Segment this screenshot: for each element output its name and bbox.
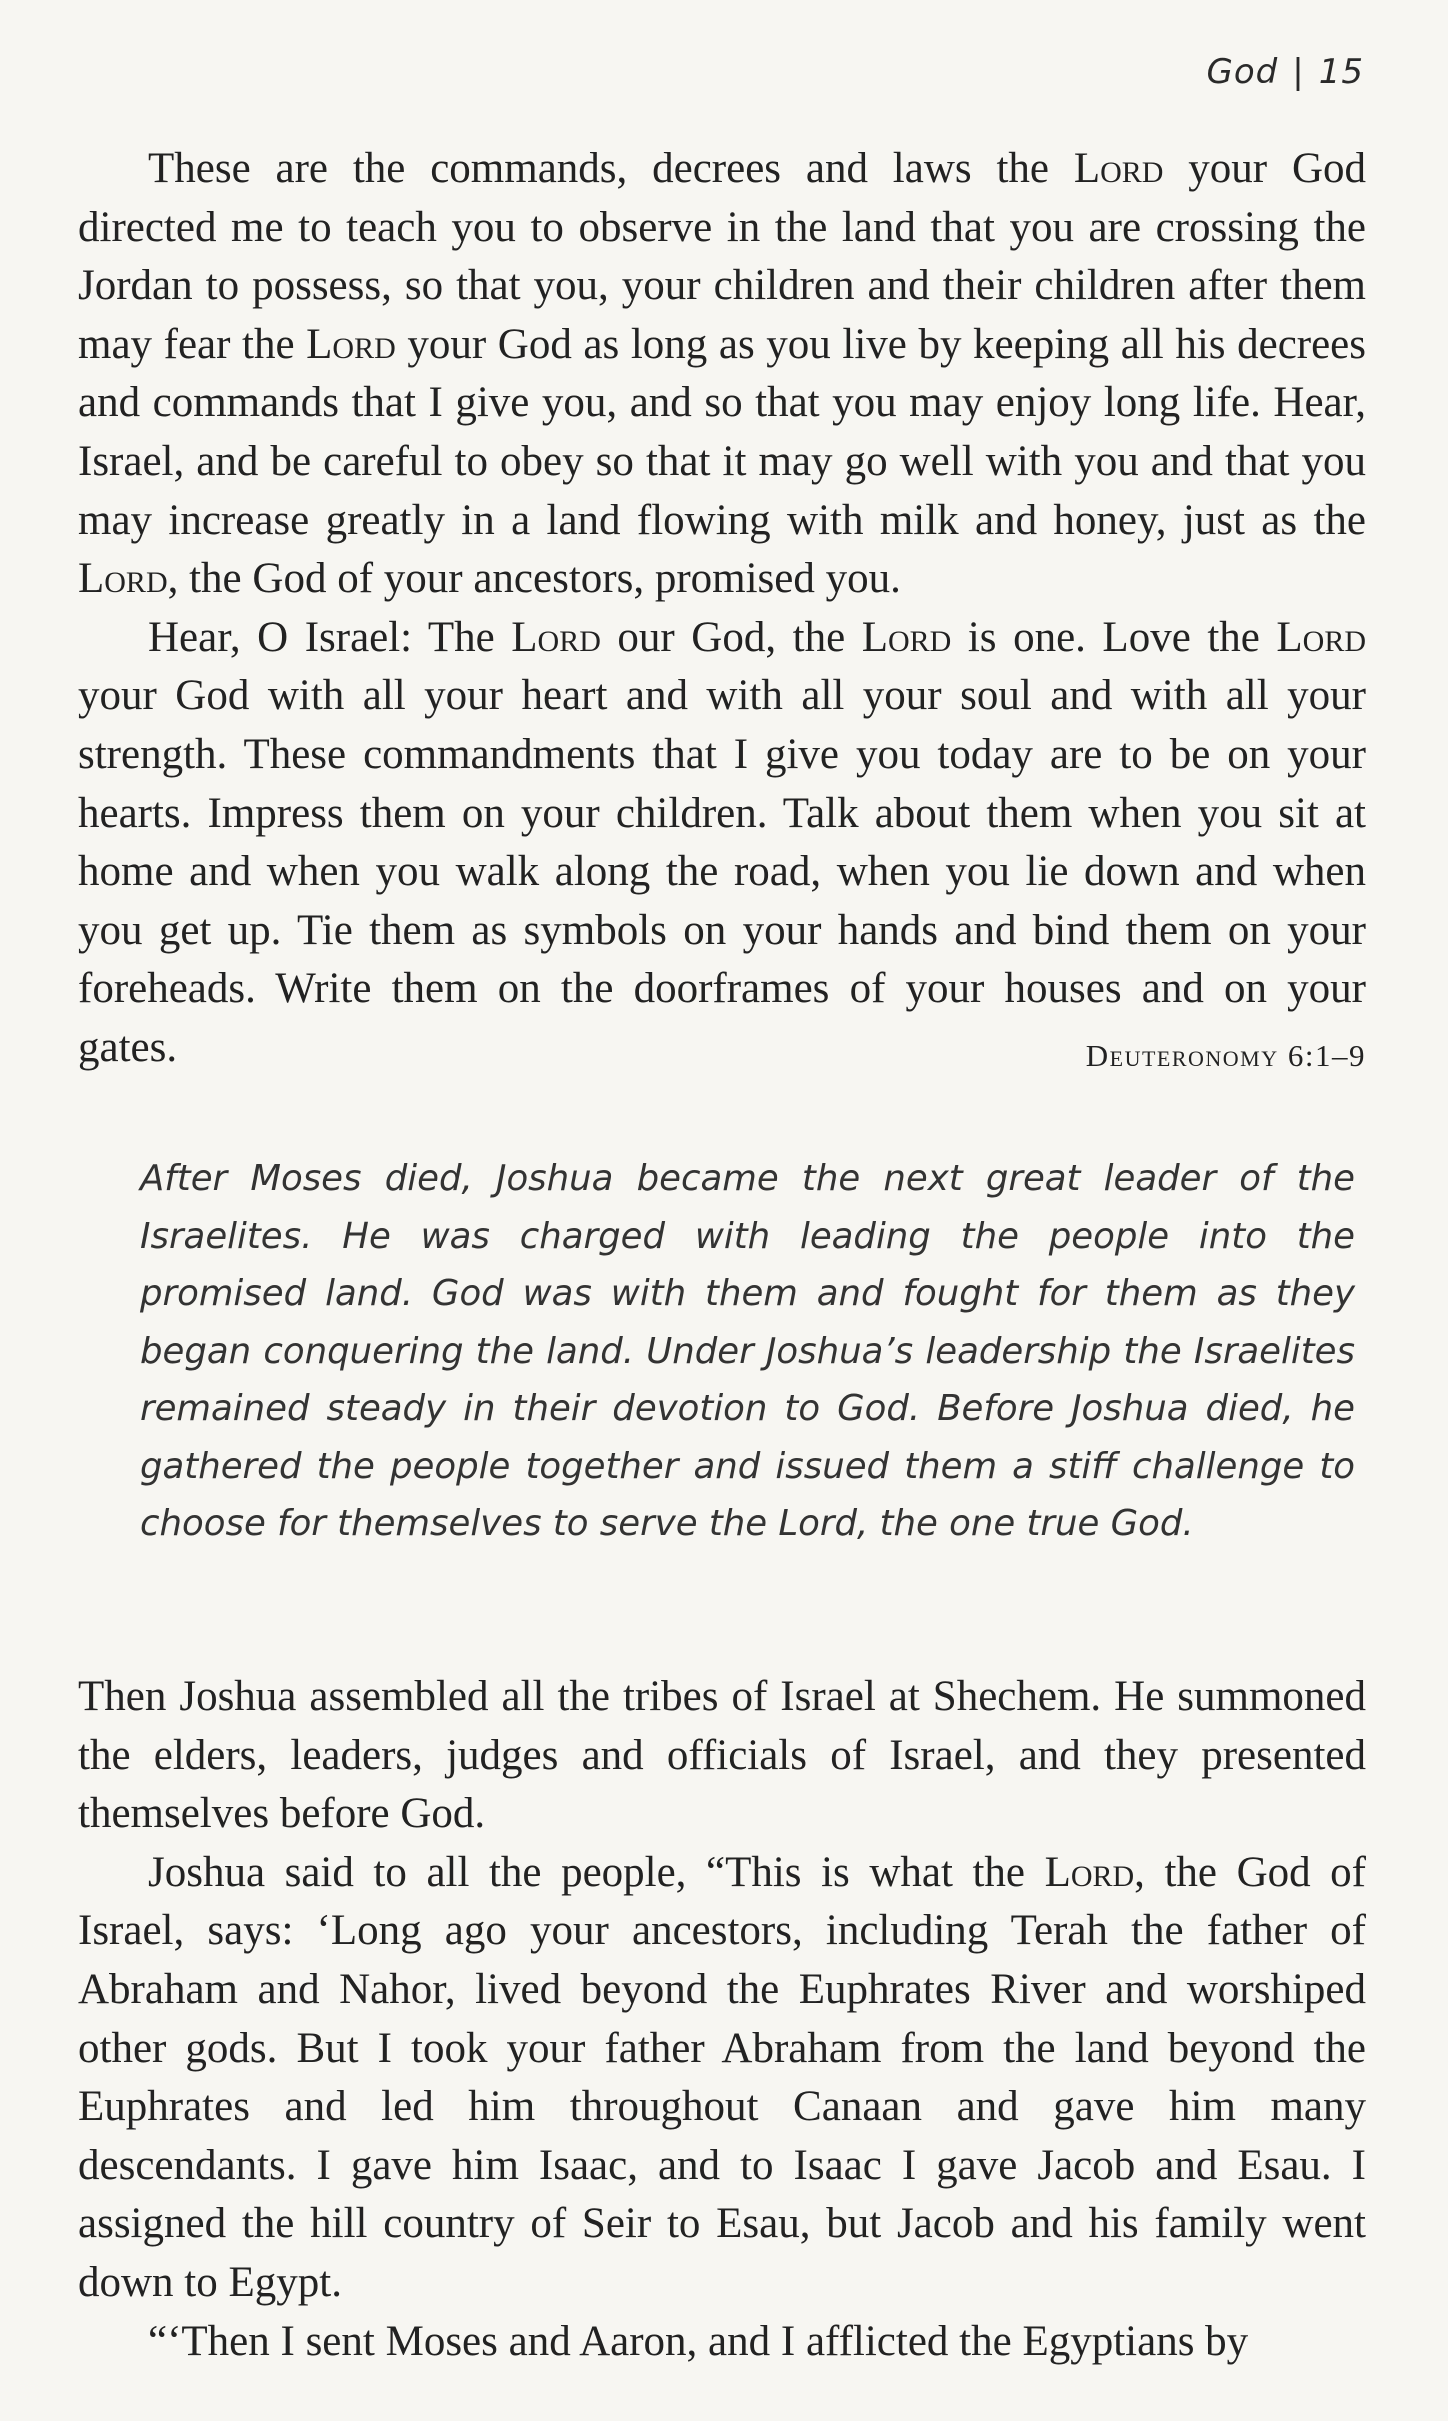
text-run: , the God of Israel, says: ‘Long ago your ancestors, including Terah the father of Abraham and Nahor, lived beyond the Euphrates River and worshiped other gods. But I took your father Abraham from the land beyond the Euphrates and led him throughout Canaan and gave him many descendants. I gave him Isaac, and to Isaac I gave Jacob and Esau. I assigned the hill country of Seir to Esau, but Jacob and his family went down to Egypt. (78, 1848, 1366, 2306)
text-run: Joshua said to all the people, “This is what the (148, 1848, 1045, 1896)
divine-name: Lord (78, 555, 168, 603)
text-run: Hear, O Israel: The (148, 613, 512, 661)
text-run: is one. Love the (951, 613, 1277, 661)
scripture-passage-joshua (78, 1668, 1366, 2371)
divine-name: Lord (306, 320, 396, 368)
running-head-title: God (1206, 52, 1279, 92)
text-run: , the God of your ancestors, promised you. (167, 555, 901, 603)
scripture-paragraph: Then Joshua assembled all the tribes of Israel at Shechem. He summoned the elders, leaders, judges and officials of Israel, and they presented themselves before God. (78, 1673, 1366, 1838)
text-run: your God as long as you live by keeping all his decrees and commands that I give you, and so that you may enjoy long life. Hear, Israel, and be careful to obey so that it may go well with you and that you may increase greatly in a land flowing with milk and honey, just as the (78, 320, 1366, 544)
scripture-reference: Deuteronomy 6:1–9 (1085, 1037, 1366, 1073)
divine-name: Lord (1276, 613, 1367, 661)
page-number: 15 (1318, 52, 1364, 92)
text-run: your God directed me to teach you to observe in the land that you are crossing the Jordan to possess, so that you, your children and their children after them may fear the (78, 145, 1366, 368)
scripture-passage-deuteronomy (78, 140, 1366, 1086)
divine-name: Lord (1073, 145, 1164, 192)
divine-name: Lord (861, 613, 952, 661)
text-run: your God with all your heart and with all your soul and with all your strength. These commandments that I give you today are to be on your hearts. Impress them on your children. Talk about them when you sit at home and when you walk along the road, when you lie down and when you get up. Tie them as symbols on your hands and bind them on your foreheads. Write them on the doorframes of your houses and on your gates. (78, 672, 1366, 1071)
text-run: our God, the (600, 613, 862, 661)
running-head-separator: | (1292, 52, 1305, 92)
scripture-paragraph (78, 140, 1366, 609)
divine-name: Lord (511, 613, 601, 661)
scripture-paragraph (78, 1844, 1366, 2313)
text-run: These are the commands, decrees and laws the (148, 145, 1074, 192)
divine-name: Lord (1044, 1848, 1135, 1896)
running-head (1207, 52, 1364, 92)
commentary-paragraph: After Moses died, Joshua became the next great leader of the Israelites. He was charged with leading the people into the promised land. God was with them and fought for them as they began conquering the land. Under Joshua’s leadership the Israelites remained steady in their devotion to God. Before Joshua died, he gathered the people together and issued them a stiff challenge to choose for themselves to serve the Lord, the one true God. (140, 1158, 1355, 1544)
scripture-paragraph: “‘Then I sent Moses and Aaron, and I afflicted the Egyptians by (148, 2317, 1249, 2365)
scripture-paragraph (78, 609, 1366, 1078)
